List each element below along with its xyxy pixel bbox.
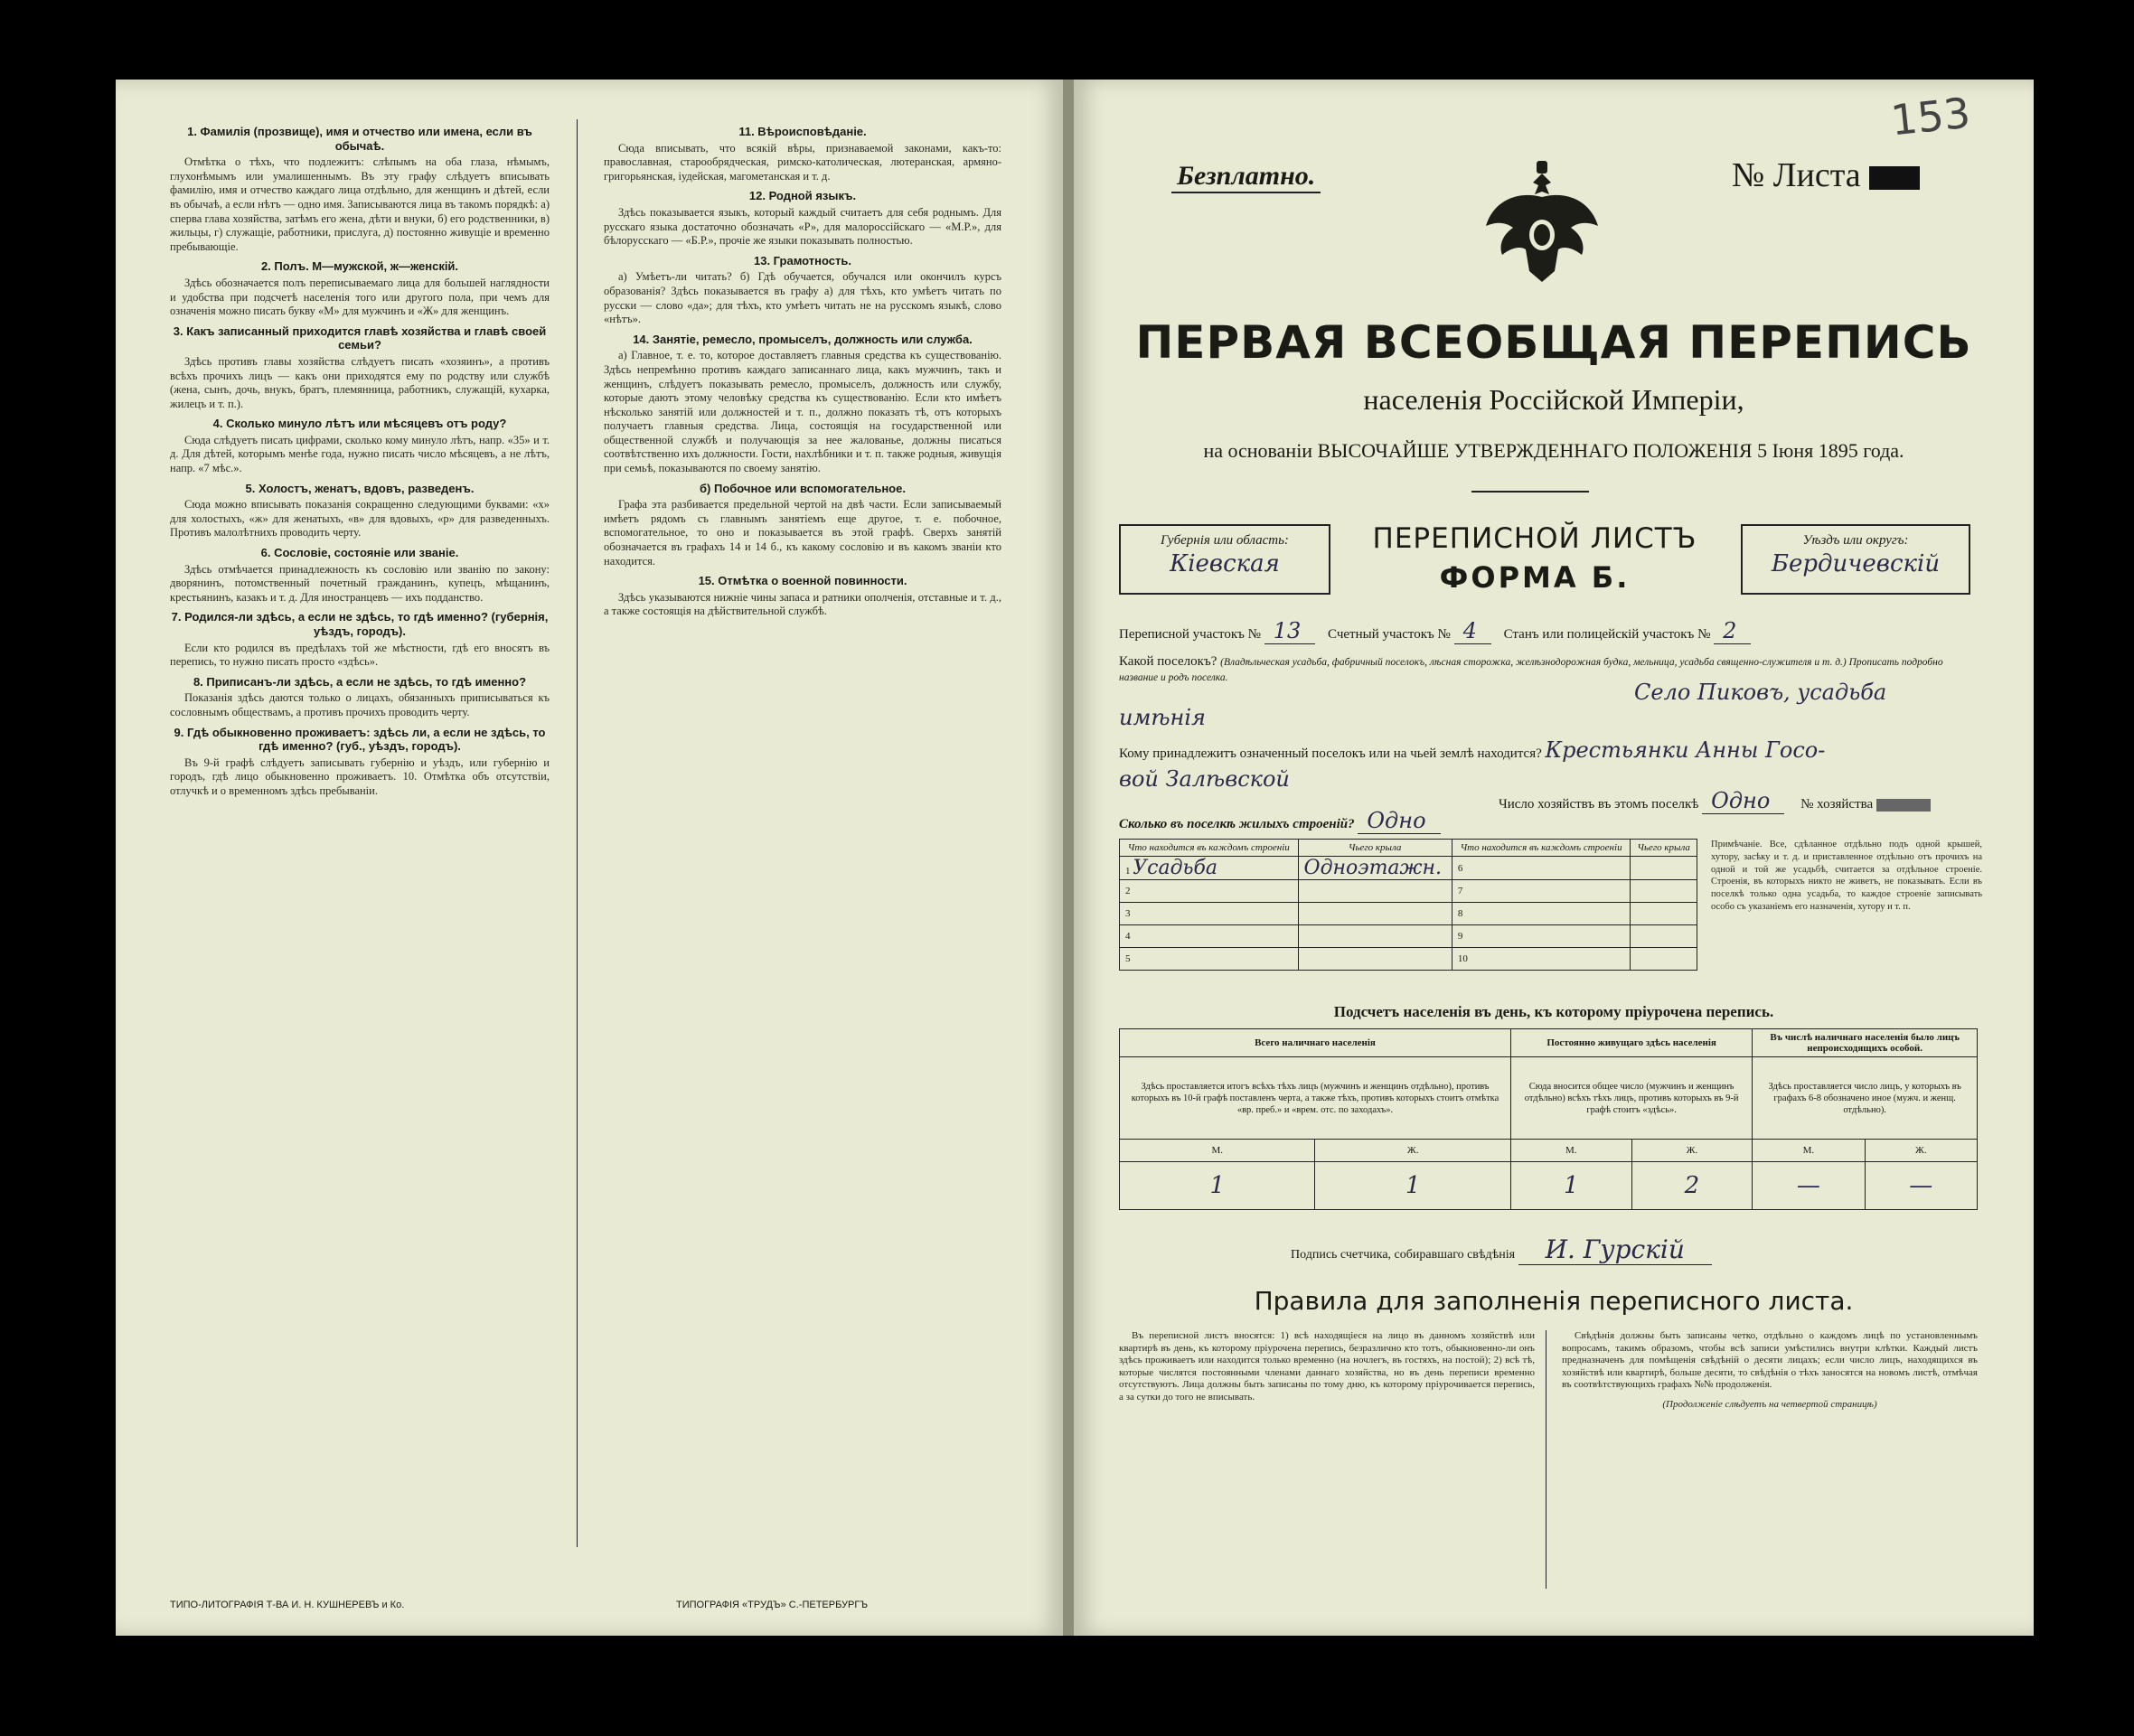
owner-value-2: вой Залѣвской xyxy=(1119,766,1290,792)
column-header: Всего наличнаго населенія xyxy=(1120,1029,1511,1057)
column-header: Чьего крыла xyxy=(1298,840,1452,857)
gubernia-label: Губернія или область: xyxy=(1161,533,1289,548)
column-divider xyxy=(577,119,578,1547)
instruction-heading: 8. Приписанъ-ли здѣсь, а если не здѣсь, то гдѣ именно? xyxy=(193,674,527,689)
sex-label: М. xyxy=(1510,1140,1631,1162)
instruction-text: Если кто родился въ предѣлахъ той же мѣстности, гдѣ его вносятъ въ перепись, то нужно писать просто «здѣсь». xyxy=(170,641,550,669)
row-number: 7 xyxy=(1452,880,1631,903)
left-page-instructions xyxy=(116,80,1063,1636)
instruction-heading: 7. Родился-ли здѣсь, а если не здѣсь, то гдѣ именно? (губернія, уѣздъ, городъ). xyxy=(171,610,549,638)
settlement-hint: (Владѣльческая усадьба, фабричный поселокъ, лѣсная сторожка, желѣзнодорожная будка, мельница, усадьба священно-служителя и т. д.) Прописать подробно название и родъ поселка. xyxy=(1119,657,1943,683)
row-number: 4 xyxy=(1120,925,1299,948)
census-district-label: Переписной участокъ № xyxy=(1119,627,1261,642)
row-number: 9 xyxy=(1452,925,1631,948)
table-cell xyxy=(1298,880,1452,903)
settlement-label: Какой поселокъ? xyxy=(1119,654,1217,669)
buildings-value: Одно xyxy=(1358,808,1440,834)
instruction-text: Здѣсь противъ главы хозяйства слѣдуетъ писать «хозяинъ», а противъ всѣхъ прочихъ лицъ — какъ они приходятся ему по родству или службѣ (жена, сынъ, дочь, внукъ, братъ, племянница, работникъ, служащій, кухарка, жилецъ и т. п.). xyxy=(170,354,550,410)
column-header: Что находится въ каждомъ строеніи xyxy=(1120,840,1299,857)
instructions-column-1 xyxy=(170,119,550,801)
gubernia-box xyxy=(1119,524,1330,595)
instruction-text: Отмѣтка о тѣхъ, что подлежитъ: слѣпымъ на оба глаза, нѣмымъ, глухонѣмымъ или умалишеннымъ. Въ эту графу слѣдуетъ вписывать фамилію, имя и отчество каждаго лица отдѣльно, для женщинъ и дѣтей, если въ обычаѣ, а если нѣтъ — одно имя. Записываются лица въ такомъ порядкѣ: а) сперва глава хозяйства, затѣмъ его жена, дѣти и внуки, б) его родственники, в) жильцы, г) служащіе, работники, прислуга, д) постоянно живущіе и временно пребывающіе. xyxy=(170,155,550,253)
form-header xyxy=(1345,522,1725,595)
column-description: Здѣсь проставляется число лицъ, у которыхъ въ графахъ 6-8 обозначено иное (мужч. и женщ. отдѣльно). xyxy=(1753,1057,1978,1140)
buildings-table xyxy=(1119,839,1697,971)
instruction-heading: 2. Полъ. М—мужской, ж—женскій. xyxy=(260,259,459,274)
buildings-label: Сколько въ поселкѣ жилыхъ строеній? xyxy=(1119,817,1355,831)
police-district-label: Станъ или полицейскій участокъ № xyxy=(1503,627,1711,642)
row-number: 1 xyxy=(1125,866,1131,877)
district-row xyxy=(1119,618,1978,644)
table-row xyxy=(1120,925,1697,948)
sheet-number-label: № Листа xyxy=(1732,156,1861,194)
census-district-value: 13 xyxy=(1264,618,1316,644)
instruction-text: Сюда вписывать, что всякій вѣры, признаваемой законами, какъ-то: православная, старообрядческая, римско-католическая, лютеранская, армяно-григорьянская, іудейская, магометанская и т. д. xyxy=(604,141,1001,183)
instruction-text: Здѣсь отмѣчается принадлежность къ сословію или званію по закону: дворянинъ, потомственный почетный гражданинъ, купецъ, мѣщанинъ, крестьянинъ, казакъ и т. д. Для иностранцевъ — ихъ подданство. xyxy=(170,562,550,604)
table-row xyxy=(1120,880,1697,903)
column-header: Что находится въ каждомъ строеніи xyxy=(1452,840,1631,857)
instruction-heading: 4. Сколько минуло лѣтъ или мѣсяцевъ отъ роду? xyxy=(212,417,507,431)
rules-column-1 xyxy=(1119,1330,1535,1406)
imperial-eagle-icon xyxy=(1479,154,1605,289)
settlement-value-row xyxy=(1634,680,1978,705)
table-cell xyxy=(1631,925,1697,948)
table-row xyxy=(1120,948,1697,971)
instruction-text: Показанія здѣсь даются только о лицахъ, обязанныхъ приписываться къ сословнымъ обществамъ, а противъ прочихъ проводить черту. xyxy=(170,691,550,718)
instruction-heading: 5. Холостъ, женатъ, вдовъ, разведенъ. xyxy=(245,481,475,495)
table-cell xyxy=(1298,925,1452,948)
police-district-value: 2 xyxy=(1714,618,1751,644)
counting-district-label: Счетный участокъ № xyxy=(1328,627,1451,642)
table-cell xyxy=(1631,903,1697,925)
column-description: Здѣсь проставляется итогъ всѣхъ тѣхъ лицъ (мужчинъ и женщинъ отдѣльно), противъ которыхъ въ 10-й графѣ поставленъ черта, а также тѣхъ, противъ которыхъ стоитъ отмѣтка «вр. преб.» и «врем. отс. по заходахъ». xyxy=(1120,1057,1511,1140)
printer-footer-right: ТИПОГРАФІЯ «ТРУДЪ» С.-ПЕТЕРБУРГЪ xyxy=(676,1600,869,1610)
building-whose: Одноэтажн. xyxy=(1298,857,1452,880)
uezd-box xyxy=(1741,524,1970,595)
instruction-heading: 11. Вѣроисповѣданіе. xyxy=(738,125,867,138)
legal-basis: на основаніи ВЫСОЧАЙШЕ УТВЕРЖДЕННАГО ПОЛОЖЕНІЯ 5 Іюня 1895 года. xyxy=(1203,439,1904,462)
instruction-heading: б) Побочное или вспомогательное. xyxy=(700,481,906,495)
instruction-text: Здѣсь обозначается полъ переписываемаго лица для большей наглядности и удобства при подсчетѣ населенія того или другого пола, при чемъ для означенія можно писать букву «М» для мужчинъ и «Ж» для женщинъ. xyxy=(170,276,550,318)
instruction-text: Здѣсь указываются нижніе чины запаса и ратники ополченія, отставные и т. д., а также состоящія на дѣйствительной службѣ. xyxy=(604,590,1001,618)
rules-column-2 xyxy=(1562,1330,1978,1413)
buildings-row xyxy=(1119,808,1978,834)
row-number: 5 xyxy=(1120,948,1299,971)
sex-label: М. xyxy=(1753,1140,1865,1162)
rules-text: Свѣдѣнія должны быть записаны четко, отдѣльно о каждомъ лицѣ по установленнымъ вопросамъ, такимъ образомъ, чтобы всѣ записи умѣстились внутри клѣтки. Каждый листъ предназначенъ для помѣщенія свѣдѣній о десяти лицахъ; если число лицъ, находящихся въ хозяйствѣ или квартирѣ, больше десяти, то свѣдѣнія о тѣхъ заносятся на новомъ листѣ, отмѣчая въ соотвѣтствующихъ графахъ №№ продолженія. xyxy=(1562,1330,1978,1391)
table-cell xyxy=(1631,880,1697,903)
row-number: 3 xyxy=(1120,903,1299,925)
settlement-value-row-2 xyxy=(1119,705,1978,730)
building-what: Усадьба xyxy=(1133,857,1218,879)
row-number: 8 xyxy=(1452,903,1631,925)
instruction-heading: 1. Фамилія (прозвище), имя и отчество или имена, если въ обычаѣ. xyxy=(187,125,532,153)
column-header: Чьего крыла xyxy=(1631,840,1697,857)
free-label: Безплатно. xyxy=(1171,161,1321,193)
page-spine xyxy=(1063,80,1074,1636)
instruction-text: а) Главное, т. е. то, которое доставляетъ главныя средства къ существованію. Здѣсь непремѣнно противъ каждаго записаннаго лица, какъ мужчинъ, такъ и женщинъ, слѣдуетъ показывать ремесло, промыселъ, должность или службу, которые даютъ этому человѣку средства къ существованію. Если кто имѣетъ нѣсколько занятій или должностей и т. п., должно показать тѣ, отъ которыхъ получаетъ главныя средства. Лица, состоящія на государственной или общественной службѣ и получающія за нее жалованье, должны писаться соотвѣтственно ихъ должности. Гости, нахлѣбники и т. п. также родныя, живущія при семьѣ, показываются по своему занятію. xyxy=(604,349,1001,475)
page-title: ПЕРВАЯ ВСЕОБЩАЯ ПЕРЕПИСЬ xyxy=(1135,316,1972,369)
rules-title: Правила для заполненія переписного листа. xyxy=(1254,1286,1854,1316)
table-cell xyxy=(1298,903,1452,925)
instruction-text: а) Умѣетъ-ли читать? б) Гдѣ обучается, обучался или окончилъ курсъ образованія? Здѣсь показывается въ графу а) для тѣхъ, кто умѣетъ читать по русски — слово «да»; для тѣхъ, кто умѣетъ читать не на русскомъ языкѣ, слово «нѣтъ». xyxy=(604,270,1001,326)
households-label: Число хозяйствъ въ этомъ поселкѣ xyxy=(1499,797,1699,812)
instruction-text: Сюда слѣдуетъ писать цифрами, сколько кому минуло лѣтъ, напр. «35» и т. д. Для дѣтей, которымъ менѣе года, нужно писать число мѣсяцевъ, а не лѣтъ, напр. «7 мѣс.». xyxy=(170,433,550,475)
instruction-heading: 13. Грамотность. xyxy=(754,253,851,267)
table-row xyxy=(1120,857,1697,880)
count-value: 2 xyxy=(1631,1162,1753,1210)
row-number: 6 xyxy=(1452,857,1631,880)
rules-text: Въ переписной листъ вносятся: 1) всѣ находящіеся на лицо въ данномъ хозяйствѣ или квартирѣ въ день, къ которому пріурочена перепись, безразлично кто тотъ, обыкновенно-ли онъ здѣсь проживаетъ или находится только временно (на ночлегъ, въ гостяхъ, на постой); 2) всѣ тѣ, которые числятся постоянными членами даннаго хозяйства, но въ день переписи временно отсутствуютъ. Лица должны быть записаны по тому дню, къ которому пріурочивается перепись, а за сутки до того не вписывать. xyxy=(1119,1330,1535,1403)
instruction-text: Въ 9-й графѣ слѣдуетъ записывать губернію и уѣздъ, или губернію и городъ, гдѣ лицо обыкновенно проживаетъ. 10. Отмѣтка объ отсутствіи, отлучкѣ и о временномъ здѣсь пребываніи. xyxy=(170,755,550,797)
page-subtitle: населенія Россійской Имперіи, xyxy=(1363,383,1744,416)
right-page-census-form xyxy=(1074,80,2034,1636)
uezd-value: Бердичевскій xyxy=(1771,550,1941,577)
count-value: 1 xyxy=(1120,1162,1315,1210)
owner-row xyxy=(1119,737,1978,763)
signature-label: Подпись счетчика, собиравшаго свѣдѣнія xyxy=(1291,1248,1516,1262)
form-letter: ФОРМА Б. xyxy=(1439,560,1631,595)
count-value: 1 xyxy=(1315,1162,1511,1210)
sheet-number xyxy=(1732,155,1920,195)
buildings-note: Примѣчаніе. Все, сдѣланное отдѣльно подъ одной крышей, хутору, засѣку и т. д. и приставленное отдѣльно отъ прочихъ на одной и той же усадьбѣ, считается за отдѣльное строеніе. Строенія, въ которыхъ никто не живетъ, не показывать. Если въ поселкѣ только одна усадьба, то каждое строеніе записывать особо съ указаніемъ его назначенія, хутору и т. п. xyxy=(1711,840,1982,912)
handwritten-page-number: 153 xyxy=(1888,88,1973,145)
count-value: — xyxy=(1753,1162,1865,1210)
count-value: 1 xyxy=(1510,1162,1631,1210)
instruction-text: Графа эта разбивается предельной чертой на двѣ части. Если записываемый имѣетъ рядомъ съ главнымъ занятіемъ еще другое, т. е. побочное, вспомогательное, то оно и показывается въ этой графѣ. Сверхъ занятій обозначается въ графахъ 14 и 14 б., къ какому сословію и въ какомъ званіи кто находится. xyxy=(604,498,1001,568)
instruction-heading: 14. Занятіе, ремесло, промыселъ, должность или служба. xyxy=(633,332,973,346)
settlement-value-2: имѣнія xyxy=(1119,705,1206,730)
sex-label: Ж. xyxy=(1865,1140,1977,1162)
title-divider xyxy=(1471,491,1589,493)
instruction-heading: 9. Гдѣ обыкновенно проживаетъ: здѣсь ли, а если не здѣсь, то гдѣ именно? (губ., уѣздъ, городъ). xyxy=(174,725,546,754)
table-cell xyxy=(1631,857,1697,880)
gubernia-value: Кіевская xyxy=(1170,550,1280,577)
rules-continuation-note: (Продолженіе слѣдуетъ на четвертой страницѣ) xyxy=(1662,1398,1877,1410)
column-header: Постоянно живущаго здѣсь населенія xyxy=(1510,1029,1752,1057)
instruction-text: Сюда можно вписывать показанія сокращенно следующими буквами: «х» для холостыхъ, «ж» для женатыхъ, «в» для вдовыхъ, «р» для разведенныхъ. Противъ малолѣтнихъ проводить черту. xyxy=(170,498,550,540)
instruction-heading: 6. Сословіе, состояніе или званіе. xyxy=(260,546,459,560)
table-row xyxy=(1120,903,1697,925)
count-value: — xyxy=(1865,1162,1977,1210)
enumerator-signature: И. Гурскій xyxy=(1518,1234,1712,1265)
instruction-heading: 12. Родной языкъ. xyxy=(748,189,857,203)
table-cell xyxy=(1631,948,1697,971)
row-number: 10 xyxy=(1452,948,1631,971)
settlement-value: Село Пиковъ, усадьба xyxy=(1634,680,1887,705)
redacted-block xyxy=(1869,166,1920,190)
population-title: Подсчетъ населенія въ день, къ которому пріурочена перепись. xyxy=(1333,1003,1774,1020)
signature-row xyxy=(1291,1234,1712,1264)
instructions-column-2 xyxy=(604,119,1001,621)
counting-district-value: 4 xyxy=(1454,618,1491,644)
instruction-heading: 15. Отмѣтка о военной повинности. xyxy=(698,574,907,588)
instruction-heading: 3. Какъ записанный приходится главѣ хозяйства и главѣ своей семьи? xyxy=(173,324,547,352)
owner-value: Крестьянки Анны Госо- xyxy=(1545,737,1826,763)
table-cell xyxy=(1298,948,1452,971)
sex-label: М. xyxy=(1120,1140,1315,1162)
table-cell xyxy=(1120,857,1299,880)
sex-label: Ж. xyxy=(1631,1140,1753,1162)
sex-label: Ж. xyxy=(1315,1140,1511,1162)
row-number: 2 xyxy=(1120,880,1299,903)
owner-label: Кому принадлежитъ означенный поселокъ или на чьей землѣ находится? xyxy=(1119,746,1542,761)
population-table xyxy=(1119,1028,1978,1210)
form-title: ПЕРЕПИСНОЙ ЛИСТЪ xyxy=(1372,522,1697,555)
column-description: Сюда вносится общее число (мужчинъ и женщинъ отдѣльно) всѣхъ тѣхъ лицъ, противъ которыхъ въ 9-й графѣ стоитъ «здѣсь». xyxy=(1510,1057,1752,1140)
instruction-text: Здѣсь показывается языкъ, который каждый считаетъ для себя роднымъ. Для русскаго языка достаточно обозначать «Р», для малороссійскаго — «М.Р.», для бѣлорусскаго — «Б.Р.», прочіе же языки показывать полностью. xyxy=(604,205,1001,248)
column-header: Въ числѣ наличнаго населенія было лицъ непроисходящихъ особой. xyxy=(1753,1029,1978,1057)
uezd-label: Уѣздъ или округъ: xyxy=(1802,533,1909,548)
printer-footer-left: ТИПО-ЛИТОГРАФІЯ Т-ВА И. Н. КУШНЕРЕВЪ и Ко. xyxy=(170,1600,405,1610)
households-value: Одно xyxy=(1702,788,1784,814)
household-number-label: № хозяйства xyxy=(1800,797,1874,812)
